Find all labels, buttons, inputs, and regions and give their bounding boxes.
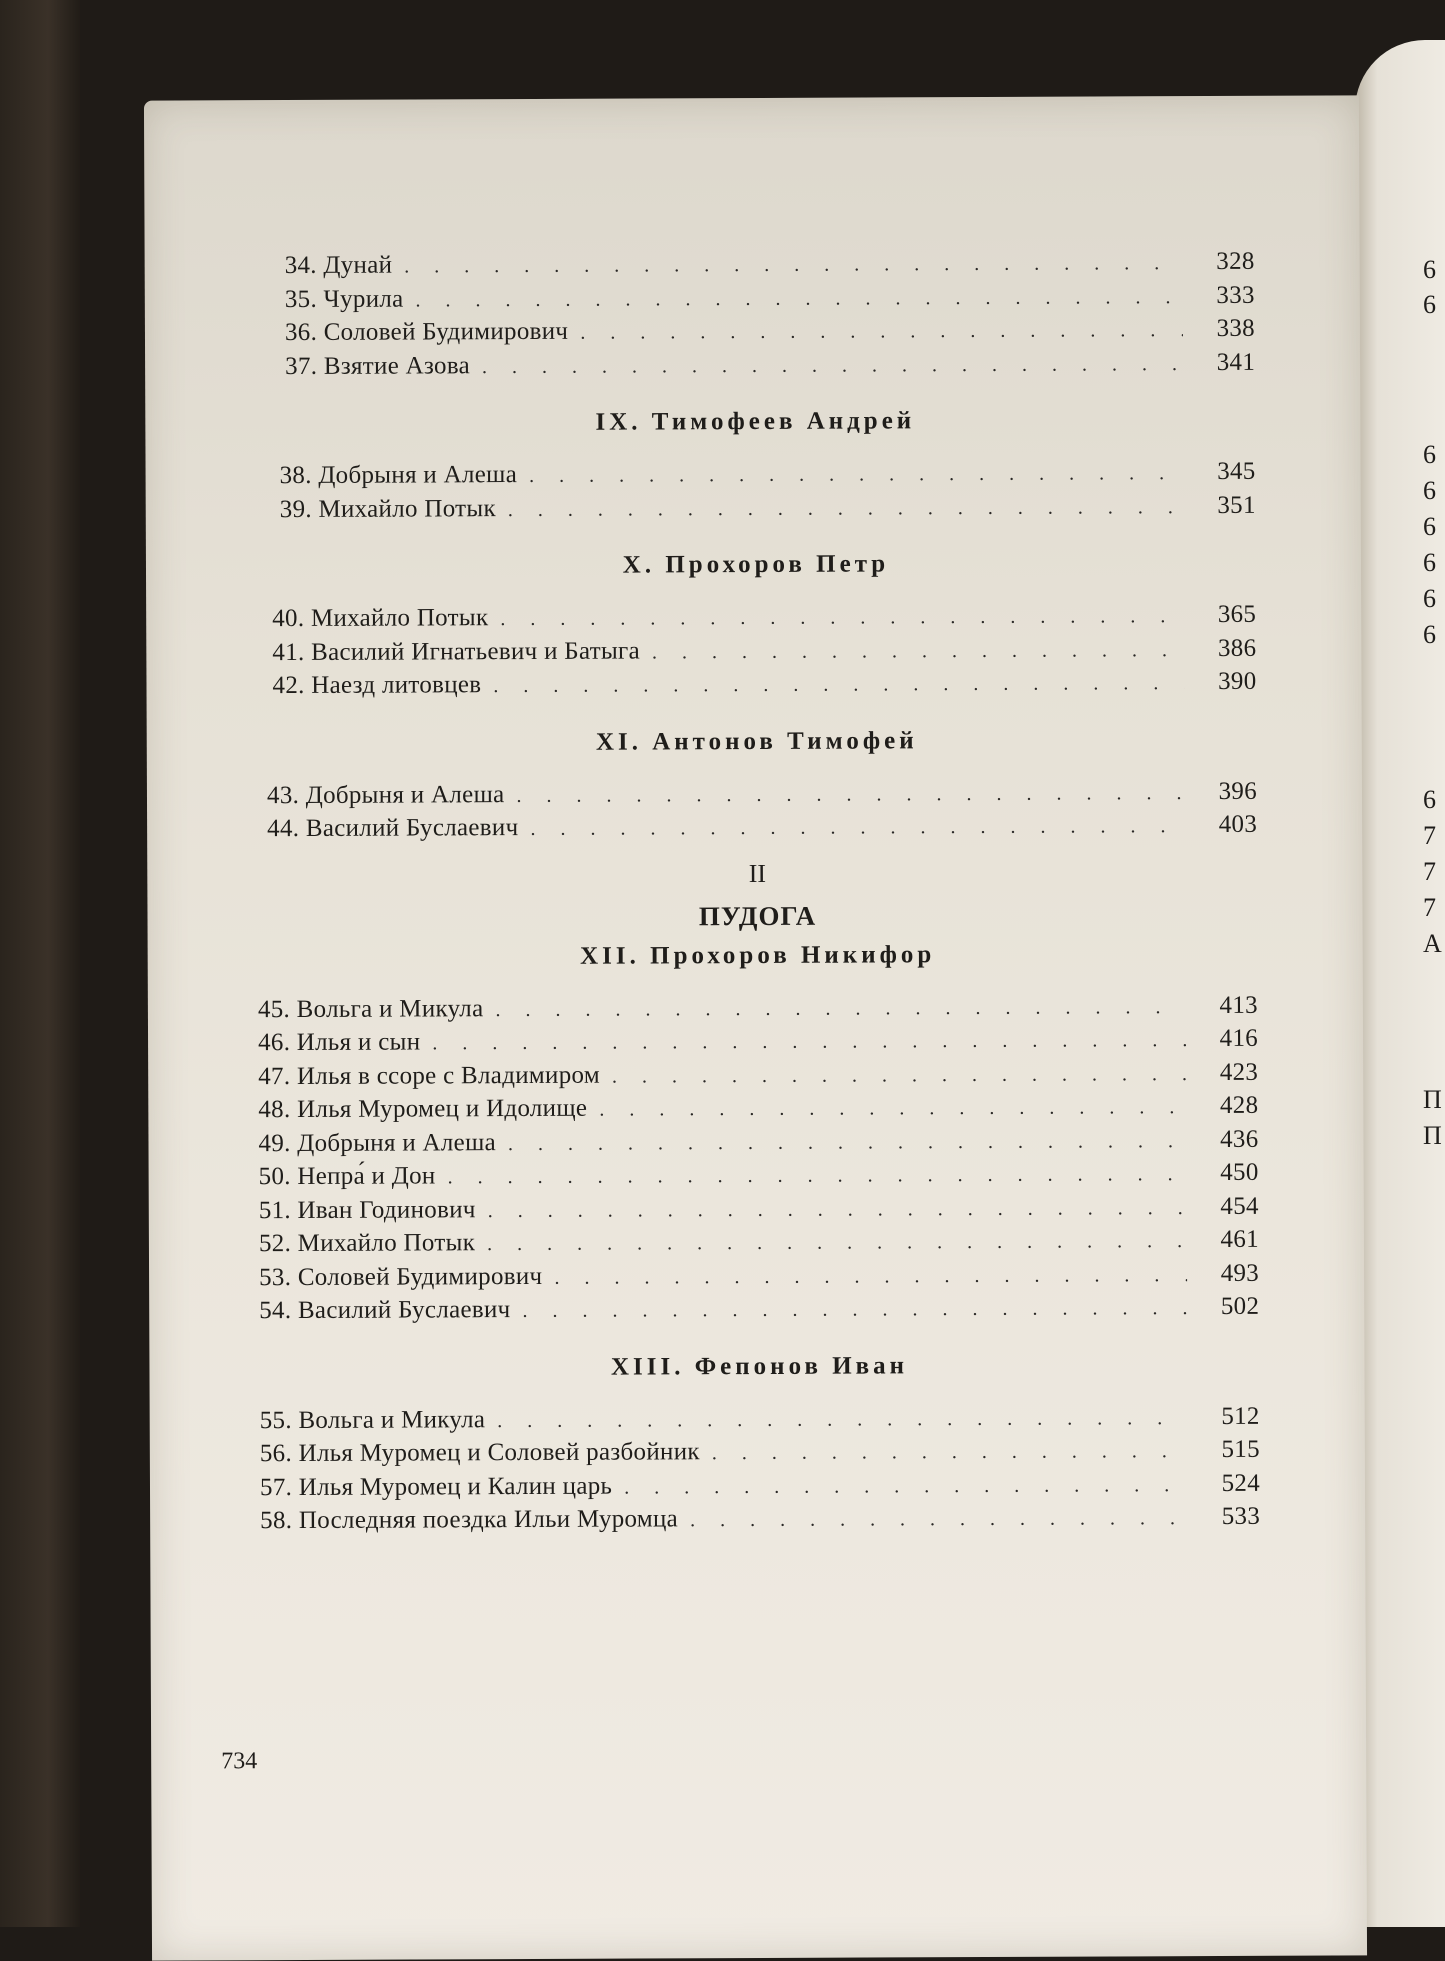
toc-entry (260, 1501, 1260, 1539)
leader-dots (482, 349, 1183, 384)
entry-title: 50. Непра́ и Дон (258, 1162, 436, 1191)
entry-page: 351 (1217, 491, 1256, 519)
entry-page: 390 (1218, 667, 1257, 695)
toc-section (256, 549, 1257, 704)
entry-page: 515 (1221, 1435, 1260, 1463)
toc-entry (256, 489, 1256, 527)
entry-page: 396 (1218, 777, 1258, 805)
entry-page: 386 (1217, 634, 1257, 662)
leader-dots (508, 1126, 1187, 1160)
entry-title: 54. Василий Буслаевич (259, 1296, 511, 1325)
entry-page: 403 (1218, 810, 1258, 838)
toc-entry (256, 456, 1256, 494)
entry-title: 53. Соловей Будимирович (259, 1262, 543, 1291)
toc-entry (259, 1224, 1259, 1262)
leader-dots (415, 282, 1182, 317)
entry-title: 47. Илья в ссоре с Владимиром (258, 1061, 600, 1090)
leader-dots (404, 248, 1183, 283)
page-number: 734 (221, 1748, 258, 1775)
toc-section (255, 406, 1256, 527)
fragment: 7 (1423, 857, 1436, 886)
entry-page: 436 (1220, 1125, 1259, 1153)
fragment: 6 (1423, 584, 1436, 613)
entry-page: 502 (1220, 1292, 1260, 1320)
fragment: 6 (1423, 255, 1436, 284)
toc-entry (259, 1291, 1259, 1329)
entry-page: 454 (1220, 1192, 1259, 1220)
fragment: 6 (1423, 785, 1436, 814)
section-heading: X. Прохоров Петр (622, 550, 890, 579)
toc-entry (260, 1400, 1260, 1438)
toc-entry (259, 1257, 1259, 1295)
toc-entry (255, 246, 1255, 284)
entry-page: 512 (1221, 1402, 1260, 1430)
entry-page: 365 (1217, 600, 1257, 628)
leader-dots (580, 315, 1183, 349)
entry-title: 46. Илья и сын (258, 1028, 421, 1057)
leader-dots (690, 1503, 1188, 1537)
facing-page-edge (1355, 40, 1445, 1927)
entry-title: 38. Добрыня и Алеша (279, 461, 518, 490)
entry-page: 341 (1216, 348, 1256, 376)
entry-title: 58. Последняя поездка Ильи Муромца (260, 1505, 679, 1535)
entry-title: 36. Соловей Будимирович (284, 317, 569, 347)
toc-entry (259, 1190, 1259, 1228)
fragment: 6 (1423, 620, 1436, 649)
entry-title: 44. Василий Буслаевич (267, 814, 519, 843)
fragment: А (1423, 929, 1442, 958)
entry-page: 416 (1219, 1024, 1259, 1052)
section-heading: XI. Антонов Тимофей (595, 726, 918, 756)
entry-title: 55. Вольга и Микула (259, 1405, 486, 1434)
entry-title: 48. Илья Муромец и Идолище (258, 1094, 588, 1124)
entry-page: 333 (1216, 281, 1255, 309)
fragment: 6 (1423, 512, 1436, 541)
toc-entry (257, 809, 1257, 847)
section-heading: XIII. Фепонов Иван (610, 1351, 909, 1381)
entry-title: 41. Василий Игнатьевич и Батыга (272, 637, 641, 666)
fragment: 6 (1423, 476, 1436, 505)
toc-entry (255, 279, 1255, 317)
leader-dots (448, 1159, 1187, 1194)
entry-title: 51. Иван Годинович (258, 1195, 476, 1224)
leader-dots (500, 601, 1184, 635)
leader-dots (712, 1436, 1188, 1470)
leader-dots (497, 1403, 1188, 1438)
leader-dots (529, 458, 1184, 492)
entry-title: 52. Михайло Потык (258, 1229, 476, 1258)
entry-page: 428 (1219, 1091, 1259, 1119)
entry-page: 493 (1220, 1259, 1260, 1287)
toc-entry (258, 1123, 1258, 1161)
leader-dots (530, 811, 1185, 845)
toc-entry (258, 1023, 1258, 1061)
entry-page: 450 (1220, 1158, 1259, 1186)
entry-page: 461 (1220, 1225, 1259, 1253)
entry-page: 338 (1216, 314, 1256, 342)
toc-entry (258, 1056, 1258, 1094)
leader-dots (599, 1092, 1186, 1126)
entry-page: 345 (1217, 457, 1256, 485)
toc-section (257, 725, 1258, 846)
toc-entry (256, 666, 1256, 704)
section-heading: IX. Тимофеев Андрей (595, 407, 916, 436)
entry-title: 57. Илья Муромец и Калин царь (259, 1472, 613, 1501)
part-number: II (748, 858, 767, 888)
entry-page: 423 (1219, 1058, 1259, 1086)
leader-dots (487, 1226, 1187, 1261)
entry-title: 56. Илья Муромец и Соловей разбойник (259, 1438, 700, 1468)
toc-entry (255, 346, 1255, 384)
fragment: 7 (1423, 821, 1436, 850)
entry-title: 39. Михайло Потык (279, 494, 496, 523)
entry-title: 45. Вольга и Микула (257, 994, 484, 1023)
section-heading: XII. Прохоров Никифор (580, 940, 936, 970)
leader-dots (495, 992, 1186, 1027)
entry-title: 34. Дунай (284, 251, 393, 280)
fragment: 7 (1423, 893, 1436, 922)
leader-dots (624, 1470, 1188, 1504)
leader-dots (432, 1025, 1186, 1060)
entry-page: 328 (1216, 247, 1255, 275)
leader-dots (612, 1059, 1186, 1093)
toc-section (259, 1350, 1260, 1538)
toc-entry (255, 313, 1255, 351)
leader-dots (516, 778, 1185, 812)
entry-title: 42. Наезд литовцев (272, 671, 482, 700)
fragment: 6 (1423, 548, 1436, 577)
fragment: П (1423, 1121, 1442, 1150)
toc-section (255, 246, 1256, 384)
toc-entry (260, 1467, 1260, 1505)
toc-entry (258, 1090, 1258, 1128)
background-left (0, 0, 80, 1927)
entry-page: 533 (1221, 1502, 1261, 1530)
toc-entry (257, 775, 1257, 813)
toc-entry (259, 1157, 1259, 1195)
leader-dots (493, 668, 1184, 703)
leader-dots (522, 1293, 1187, 1327)
entry-title: 49. Добрыня и Алеша (258, 1128, 497, 1157)
entry-title: 37. Взятие Азова (285, 351, 471, 380)
leader-dots (554, 1260, 1187, 1294)
entry-title: 35. Чурила (284, 285, 404, 313)
entry-page: 413 (1219, 991, 1258, 1019)
toc-entry (256, 599, 1256, 637)
fragment: 6 (1423, 440, 1436, 469)
table-of-contents (255, 246, 1261, 1539)
toc-entry (258, 989, 1258, 1027)
fragment: 6 (1423, 290, 1436, 319)
leader-dots (652, 635, 1185, 669)
leader-dots (488, 1193, 1187, 1228)
book-page (144, 95, 1367, 1960)
toc-section (258, 939, 1260, 1328)
part-title: ПУДОГА (698, 900, 817, 931)
toc-entry (256, 632, 1256, 670)
toc-entry (260, 1434, 1260, 1472)
entry-page: 524 (1221, 1469, 1261, 1497)
entry-title: 40. Михайло Потык (272, 604, 489, 633)
fragment: П (1423, 1085, 1442, 1114)
entry-title: 43. Добрыня и Алеша (266, 780, 505, 809)
leader-dots (508, 492, 1184, 526)
